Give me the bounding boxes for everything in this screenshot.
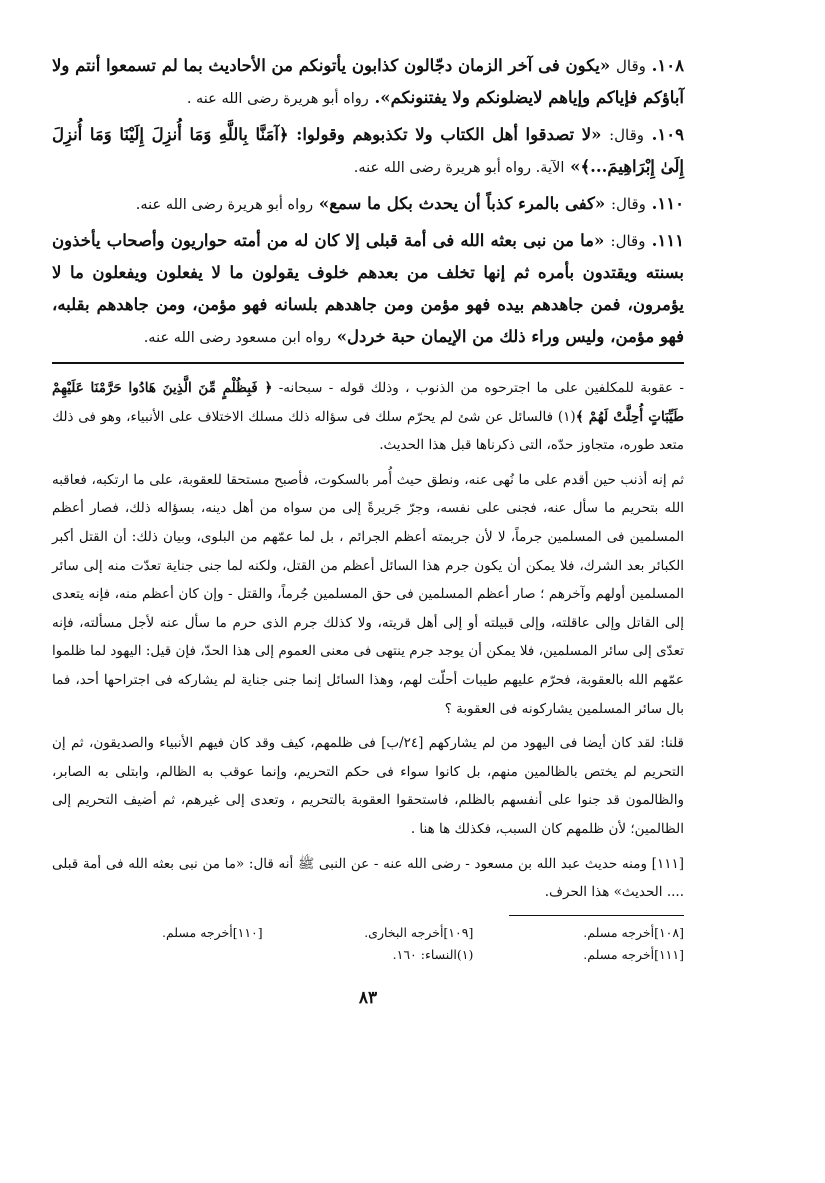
- footnote: (١)النساء: ١٦٠.: [392, 946, 474, 962]
- hadith-text: «ما من نبى بعثه الله فى أمة قبلى إلا كان له من أمته حواريون وأصحاب يأخذون بسنته ويقتدون بأمره ثم إنها تخلف من بعدهم خلوف يقولون ما لا يفعلون ويفعلون ما لا يؤمرون، فمن جاهدهم بيده فهو مؤمن ومن جاهدهم بلسانه فهو مؤمن، ومن جاهدهم بقلبه، فهو مؤمن، وليس وراء ذلك من الإيمان حبة خردل»: [52, 231, 684, 346]
- hadith-109: ١٠٩. وقال: «لا تصدقوا أهل الكتاب ولا تكذبوهم وقولوا: ﴿آمَنَّا بِاللَّهِ وَمَا أُنزِلَ إِلَيْنَا وَمَا أُنزِلَ إِلَىٰ إِبْرَاهِيمَ...﴾» الآية. رواه أبو هريرة رضى الله عنه.: [52, 125, 684, 176]
- hadith-text: «كفى بالمرء كذباً أن يحدث بكل ما سمع»: [318, 194, 606, 213]
- hadith-number: ١١٠: [657, 194, 684, 213]
- footnote: [١٠٩]أخرجه البخارى.: [364, 924, 474, 940]
- document-page: [52, 50, 684, 1008]
- hadith-110: ١١٠. وقال: «كفى بالمرء كذباً أن يحدث بكل ما سمع» رواه أبو هريرة رضى الله عنه.: [135, 194, 684, 213]
- hadith-111: ١١١. وقال: «ما من نبى بعثه الله فى أمة قبلى إلا كان له من أمته حواريون وأصحاب يأخذون بسنته ويقتدون بأمره ثم إنها تخلف من بعدهم خلوف يقولون ما لا يفعلون ويفعلون ما لا يؤمرون، فمن جاهدهم بيده فهو مؤمن ومن جاهدهم بلسانه فهو مؤمن، ومن جاهدهم بقلبه، فهو مؤمن، وليس وراء ذلك من الإيمان حبة خردل» رواه ابن مسعود رضى الله عنه.: [52, 231, 684, 346]
- hadith-intro: وقال:: [609, 126, 645, 144]
- commentary-paragraph-3: قلنا: لقد كان أيضا فى اليهود من لم يشاركهم [٢٤/ب] فى ظلمهم، كيف وقد كان فيهم الأنبياء والصديقون، ثم إن التحريم لم يختص بالظالمين منهم، بل كانوا سواء فى حكم التحريم، وإنما عوقب به الظالم، وابتلى به الصابر، والظالمون قد جنوا على أنفسهم بالظلم، فاستحقوا العقوبة بالتحريم ، وتعدى إلى غيرهم، ثم أضيف التحريم إلى الظالمين؛ لأن ظلمهم كان السبب، فكذلك ها هنا .: [52, 735, 684, 837]
- commentary-text: فالسائل عن شئ لم يحرّم سلك فى سؤاله ذلك مسلك الاختلاف على الأنبياء، وهو فى ذلك متعد طوره، متجاوز حدّه، التى ذكرناها قبل هذا الحديث.: [52, 408, 684, 454]
- hadith-text: «لا تصدقوا أهل الكتاب ولا تكذبوهم وقولوا: ﴿آمَنَّا بِاللَّهِ وَمَا أُنزِلَ إِلَيْنَا وَمَا أُنزِلَ إِلَىٰ إِبْرَاهِيمَ...﴾»: [52, 125, 684, 176]
- page-number: ٨٣: [358, 987, 378, 1008]
- hadith-intro: وقال:: [610, 195, 646, 213]
- hadith-narrator: رواه أبو هريرة رضى الله عنه.: [135, 197, 314, 213]
- hadith-intro: وقال:: [610, 232, 646, 250]
- hadith-narrator: رواه أبو هريرة رضى الله عنه .: [186, 91, 369, 107]
- hadith-intro: وقال: [616, 57, 646, 75]
- hadith-108: ١٠٨. وقال «يكون فى آخر الزمان دجّالون كذابون يأتونكم من الأحاديث بما لم تسمعوا أنتم ولا آباؤكم فإياكم وإياهم لايضلونكم ولا يفتنونكم». رواه أبو هريرة رضى الله عنه .: [52, 56, 684, 107]
- hadith-narrator: رواه ابن مسعود رضى الله عنه.: [143, 330, 331, 346]
- commentary-text: - عقوبة للمكلفين على ما اجترحوه من الذنوب ، وذلك قوله - سبحانه-: [272, 380, 684, 396]
- hadith-number: ١٠٩: [657, 125, 684, 144]
- commentary-paragraph-1: [52, 374, 684, 460]
- footnote: [١١٠]أخرجه مسلم.: [161, 924, 263, 940]
- footnote-ref: (١): [557, 408, 576, 425]
- hadith-number: ١١١: [657, 231, 684, 250]
- hadith-number: ١٠٨: [657, 56, 684, 75]
- commentary-paragraph-4: [١١١] ومنه حديث عبد الله بن مسعود - رضى الله عنه - عن النبى ﷺ أنه قال: «ما من نبى بعثه الله فى أمة قبلى .... الحديث» هذا الحرف.: [52, 855, 684, 901]
- footnote-divider: [509, 915, 684, 916]
- hadith-text: «يكون فى آخر الزمان دجّالون كذابون يأتونكم من الأحاديث بما لم تسمعوا أنتم ولا آباؤكم فإياكم وإياهم لايضلونكم ولا يفتنونكم».: [52, 56, 684, 107]
- commentary-paragraph-2: ثم إنه أذنب حين أقدم على ما نُهى عنه، ونطق حيث أُمر بالسكوت، فأصبح مستحقا للعقوبة، على ما ارتكبه، فعاقبه الله بتحريم ما سأل عنه، فجنى على نفسه، وجرّ جَريرةً إلى من سواه من أهل دينه، بسؤاله ذلك، فصار أعظم المسلمين فى المسلمين جرماً، لا لأن جريمته أعظم الجرائم ، بل لما عمّهم من البلوى، وبيان ذلك: أن القتل أكبر الكبائر بعد الشرك، فلا يمكن أن يكون جرم هذا السائل أعظم من القتل، ولكنه لما جنى جناية تعدّت منه إلى سائر المسلمين أولهم وآخرهم ؛ صار أعظم المسلمين فى حق المسلمين جُرماً، والقتل - وإن كان أعظم منه، فإنه يتعدى إلى القاتل وإلى عاقلته، وإلى قبيلته أو إلى أهل قريته، ولا كذلك جرم الذى حرم ما سأل عنه لأجل مسألته، فإنه تعدّى إلى سائر المسلمين، فلا يمكن أن يوجد جرم ينتهى فى معنى العموم إلى هذا الحدّ، فإن قيل: اليهود لما ظلموا عمّهم الله بالعقوبة، فحرّم عليهم طيبات أحلّت لهم، وهذا السائل إنما جنى جناية لم يشاركه فى اجتراحها أحد، فما بال سائر المسلمين يشاركونه فى العقوبة ؟: [52, 471, 684, 717]
- quran-quote: ﴿ فَبِظُلْمٍ مِّنَ الَّذِينَ هَادُوا حَرَّمْنَا عَلَيْهِمْ طَيِّبَاتٍ أُحِلَّتْ لَهُمْ ﴾: [52, 380, 684, 425]
- footnote: [١٠٨]أخرجه مسلم.: [583, 924, 684, 940]
- footnotes: [52, 922, 684, 966]
- section-divider: [52, 362, 684, 364]
- hadith-narrator: الآية. رواه أبو هريرة رضى الله عنه.: [353, 160, 565, 176]
- footnote: [١١١]أخرجه مسلم.: [583, 946, 684, 962]
